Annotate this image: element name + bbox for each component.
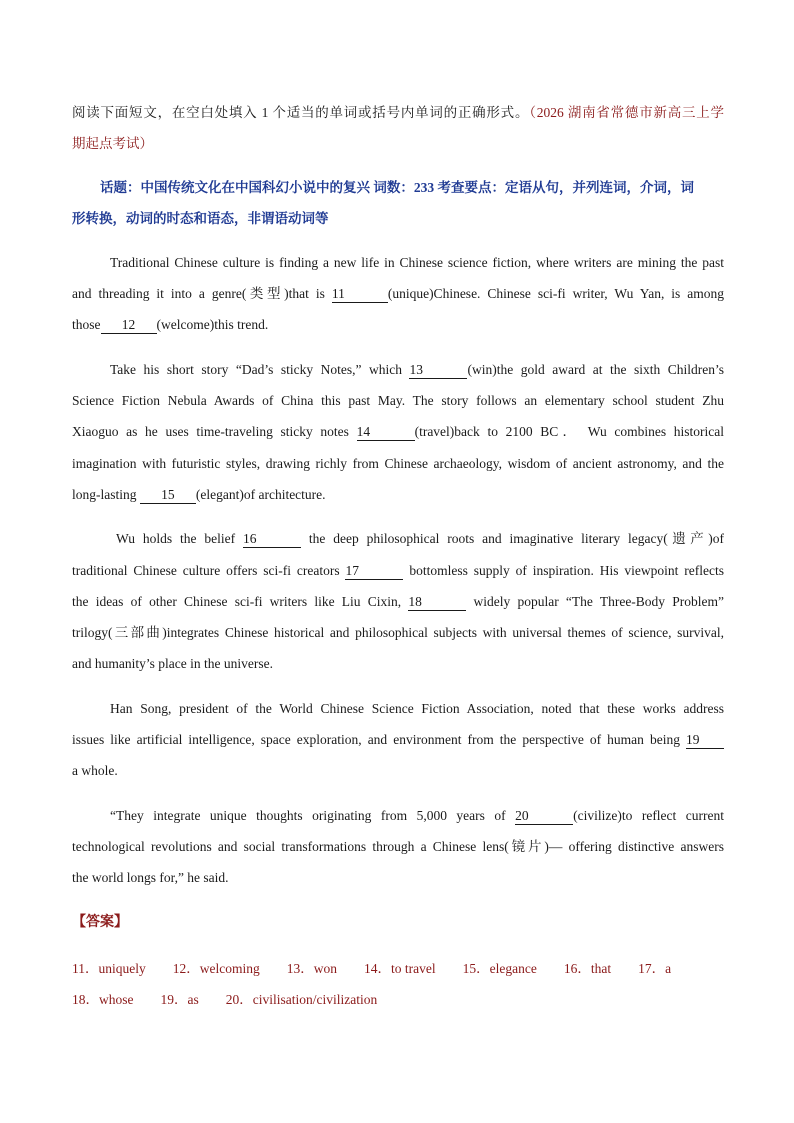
p5-line-3: the world longs for,” he said. bbox=[72, 870, 229, 885]
instruction-text: 阅读下面短文，在空白处填入 1 个适当的单词或括号内单词的正确形式。 bbox=[72, 105, 530, 120]
p3-text: traditional Chinese culture offers sci-fi creators bbox=[72, 563, 340, 578]
answer-item: 18．whose bbox=[72, 992, 134, 1007]
p3-line-3 bbox=[72, 592, 724, 612]
p4-line-2 bbox=[72, 730, 724, 750]
source-label: （2026 湖南省常德市新高三上学 bbox=[529, 105, 725, 120]
answer-item: 14．to travel bbox=[364, 961, 436, 976]
answer-row-2 bbox=[72, 988, 404, 1008]
answer-item: 20．civilisation/civilization bbox=[225, 992, 378, 1007]
p3-text: the ideas of other Chinese sci-fi writers like Liu Cixin, bbox=[72, 594, 402, 609]
p3-line-2 bbox=[72, 561, 724, 581]
blank-15[interactable]: 15 bbox=[140, 487, 196, 504]
p5-line-2: technological revolutions and social transformations through a Chinese lens(镜片)— offering distinctive answers bbox=[72, 839, 724, 854]
p1-text: (welcome)this trend. bbox=[156, 317, 269, 332]
p2-text: long-lasting bbox=[72, 487, 137, 502]
p2-line-3 bbox=[72, 422, 724, 442]
topic-line-2: 形转换，动词的时态和语态，非谓语动词等 bbox=[72, 211, 329, 226]
blank-17[interactable]: 17 bbox=[345, 563, 403, 580]
blank-13[interactable]: 13 bbox=[409, 362, 467, 379]
p3-text: widely popular “The Three-Body Problem” bbox=[473, 594, 724, 609]
p2-text: (elegant)of architecture. bbox=[195, 487, 326, 502]
p1-line-1: Traditional Chinese culture is finding a new life in Chinese science fiction, where writers are mining the past bbox=[110, 255, 724, 270]
answer-item: 12．welcoming bbox=[172, 961, 260, 976]
p1-text: (unique)Chinese. Chinese sci-fi writer, Wu Yan, is among bbox=[387, 286, 725, 301]
p4-text: issues like artificial intelligence, space exploration, and environment from the perspective of human being bbox=[72, 732, 680, 747]
p1-line-3 bbox=[72, 315, 724, 335]
source-label-cont: 期起点考试） bbox=[72, 136, 153, 151]
answer-item: 16．that bbox=[563, 961, 612, 976]
p2-line-2: Science Fiction Nebula Awards of China this past May. The story follows an elementary school student Zhu bbox=[72, 393, 724, 408]
p3-text: bottomless supply of inspiration. His viewpoint reflects bbox=[409, 563, 725, 578]
p4-line-3: a whole. bbox=[72, 763, 118, 778]
p5-line-1 bbox=[110, 806, 724, 826]
p2-text: (win)the gold award at the sixth Children’s bbox=[467, 362, 725, 377]
blank-18[interactable]: 18 bbox=[408, 594, 466, 611]
answer-item: 11．uniquely bbox=[72, 961, 146, 976]
p5-text: (civilize)to reflect current bbox=[573, 808, 725, 823]
p3-text: Wu holds the belief bbox=[116, 531, 236, 546]
blank-16[interactable]: 16 bbox=[243, 531, 301, 548]
p3-line-4: trilogy(三部曲)integrates Chinese historical and philosophical subjects with universal themes of science, survival, bbox=[72, 625, 724, 640]
p2-text: Take his short story “Dad’s sticky Notes,” which bbox=[110, 362, 402, 377]
p2-text: Xiaoguo as he uses time-traveling sticky notes bbox=[72, 424, 349, 439]
p1-text: those bbox=[72, 317, 101, 332]
topic-line-1: 话题：中国传统文化在中国科幻小说中的复兴 词数：233 考查要点：定语从句，并列连词，介词，词 bbox=[100, 180, 694, 195]
blank-20[interactable]: 20 bbox=[515, 808, 573, 825]
answer-heading: 【答案】 bbox=[72, 914, 128, 930]
blank-19[interactable]: 19 bbox=[686, 732, 724, 749]
p2-text: (travel)back to 2100 BC． Wu combines historical bbox=[414, 424, 725, 439]
instruction-line-2 bbox=[72, 134, 724, 154]
p4-line-1: Han Song, president of the World Chinese Science Fiction Association, noted that these works address bbox=[110, 701, 724, 716]
answer-item: 17．a bbox=[638, 961, 672, 976]
p3-line-5: and humanity’s place in the universe. bbox=[72, 656, 273, 671]
p1-line-2 bbox=[72, 284, 724, 304]
answer-item: 15．elegance bbox=[462, 961, 537, 976]
p5-text: “They integrate unique thoughts originating from 5,000 years of bbox=[110, 808, 506, 823]
blank-14[interactable]: 14 bbox=[357, 424, 415, 441]
p3-line-1 bbox=[116, 529, 724, 549]
blank-12[interactable]: 12 bbox=[101, 317, 157, 334]
blank-11[interactable]: 11 bbox=[332, 286, 388, 303]
p2-line-1 bbox=[110, 360, 724, 380]
answer-row-1 bbox=[72, 957, 698, 977]
p1-text: and threading it into a genre(类型)that is bbox=[72, 286, 325, 301]
instruction-line-1 bbox=[72, 103, 724, 123]
answer-item: 13．won bbox=[286, 961, 337, 976]
answer-item: 19．as bbox=[160, 992, 199, 1007]
p3-text: the deep philosophical roots and imaginative literary legacy(遗产)of bbox=[308, 531, 724, 546]
p2-line-4: imagination with futuristic styles, drawing richly from Chinese archaeology, wisdom of ancient astronomy, and the bbox=[72, 456, 724, 471]
p2-line-5 bbox=[72, 485, 724, 505]
